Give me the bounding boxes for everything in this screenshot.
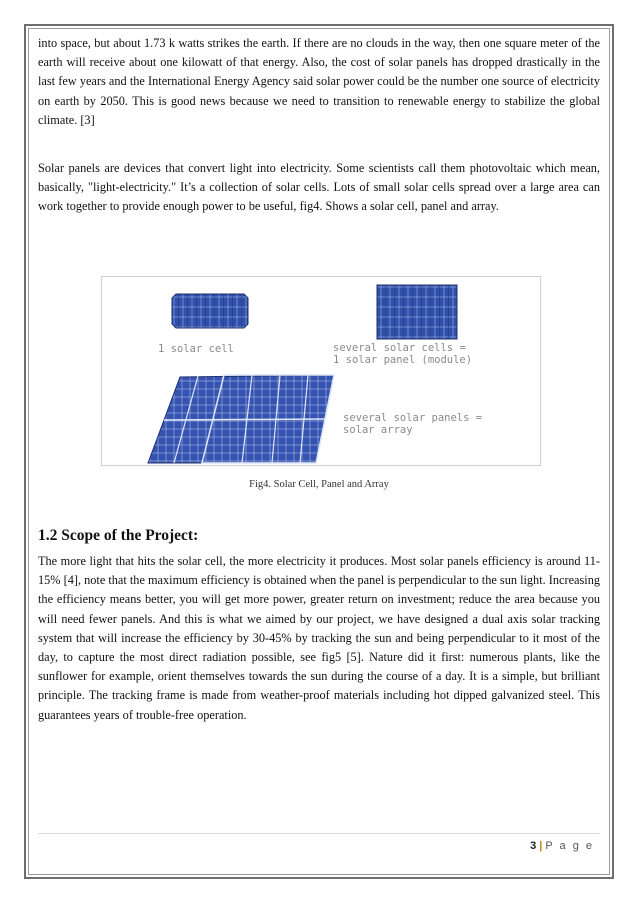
page-footer [530,840,594,852]
paragraph-solar-energy: into space, but about 1.73 k watts strikes the earth. If there are no clouds in the way, then one square meter of the earth will receive about one kilowatt of that energy. Also, the cost of solar panels has dropped drastically in the last few years and the International Energy Agency said solar power could be the number one source of electricity on earth by 2050. This is good news because we need to transition to renewable energy to stabilize the global climate. [3] [38,36,600,127]
paragraph-scope: The more light that hits the solar cell, the more electricity it produces. Most solar panels efficiency is around 11-15% [4], note that the maximum efficiency is obtained when the panel is perpendicular to the sun light. Increasing the efficiency means better, you will get more power, greater return on investment; reduce the area because you will need fewer panels. And this is what we aimed by our project, we have designed a dual axis solar tracking system that will increase the efficiency by 30-45% by tracking the sun and being perpendicular to it most of the day, to capture the most direct radiation possible, see fig5 [5]. Nature did it first: numerous plants, like the sunflower for example, orient themselves towards the sun during the course of a day. It is a simple, but brilliant principle. The tracking frame is made from weather-proof materials including hot dipped galvanized steel. This guarantees years of trouble-free operation. [38,554,600,722]
page-word: P a g e [545,840,594,852]
panel-graphic [377,285,457,339]
footer-separator: | [539,840,543,852]
footer-divider [38,833,600,834]
label-panel-line2: 1 solar panel (module) [333,354,473,366]
label-panel-line1: several solar cells = [333,342,466,354]
section-heading-scope: 1.2 Scope of the Project: [38,527,199,544]
solar-illustration [102,277,540,465]
figure-caption: Fig4. Solar Cell, Panel and Array [249,479,389,490]
figure-solar-cell-panel-array [101,276,541,466]
page-number: 3 [530,840,537,852]
label-solar-cell: 1 solar cell [158,343,234,355]
label-array-line1: several solar panels = [343,412,483,424]
label-array-line2: solar array [343,424,413,436]
paragraph-solar-panels: Solar panels are devices that convert light into electricity. Some scientists call them photovoltaic which mean, basically, "light-electricity." It’s a collection of solar cells. Lots of small solar cells spread over a large area can work together to provide enough power to be useful, fig4. Shows a solar cell, panel and array. [38,161,600,214]
single-cell-graphic [172,294,248,328]
array-graphic [148,375,334,463]
